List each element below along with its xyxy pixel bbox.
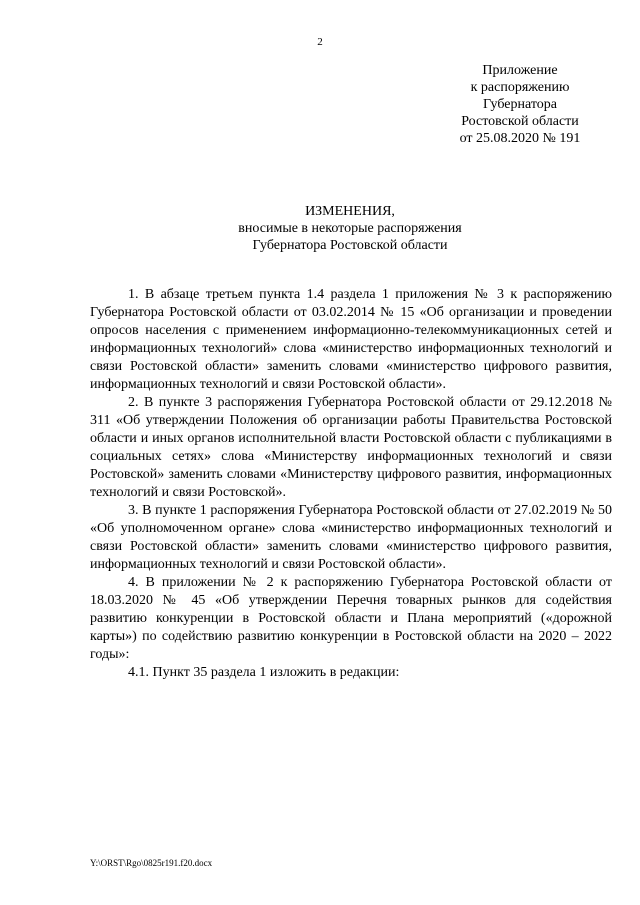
appendix-line: Ростовской области bbox=[461, 114, 579, 129]
paragraph-2: 2. В пункте 3 распоряжения Губернатора Ростовской области от 29.12.2018 № 311 «Об утверждении Положения об организации работы Правительства Ростовской области и иных органов исполнительной власти Ростовской области с публикациями в социальных сетях» слова «Министерству информационных технологий и связи Ростовской» заменить словами «Министерству цифрового развития, информационных технологий и связи Ростовской». bbox=[90, 395, 612, 500]
document-title bbox=[90, 203, 610, 254]
appendix-header bbox=[440, 62, 600, 147]
appendix-line: Приложение bbox=[482, 63, 558, 78]
paragraph-3: 3. В пункте 1 распоряжения Губернатора Ростовской области от 27.02.2019 № 50 «Об уполномоченном органе» слова «министерство информационных технологий и связи Ростовской области» заменить словами «министерство цифрового развития, информационных технологий и связи Ростовской области». bbox=[90, 503, 612, 572]
title-heading: ИЗМЕНЕНИЯ, bbox=[305, 204, 395, 219]
appendix-line: Губернатора bbox=[482, 97, 558, 112]
document-body bbox=[90, 286, 612, 682]
appendix-line: к распоряжению bbox=[470, 80, 570, 95]
page-number: 2 bbox=[317, 36, 323, 48]
paragraph-4: 4. В приложении № 2 к распоряжению Губернатора Ростовской области от 18.03.2020 № 45 «Об утверждении Перечня товарных рынков для содействия развитию конкуренции в Ростовской области и Плана мероприятий («дорожной карты») по содействию развитию конкуренции в Ростовской области на 2020 – 2022 годы»: bbox=[90, 575, 612, 662]
paragraph-4-1: 4.1. Пункт 35 раздела 1 изложить в редакции: bbox=[128, 665, 400, 680]
title-subtitle: Губернатора Ростовской области bbox=[252, 238, 448, 253]
title-subtitle: вносимые в некоторые распоряжения bbox=[238, 221, 462, 236]
paragraph-1: 1. В абзаце третьем пункта 1.4 раздела 1 приложения № 3 к распоряжению Губернатора Ростовской области от 03.02.2014 № 15 «Об организации и проведении опросов населения с применением информационно-телекоммуникационных сетей и информационных технологий» слова «министерство информационных технологий и связи Ростовской области» заменить словами «министерство цифрового развития, информационных технологий и связи Ростовской области». bbox=[90, 287, 612, 392]
file-path-footer: Y:\ORST\Rgo\0825r191.f20.docx bbox=[90, 858, 213, 868]
appendix-line: от 25.08.2020 № 191 bbox=[459, 131, 581, 146]
